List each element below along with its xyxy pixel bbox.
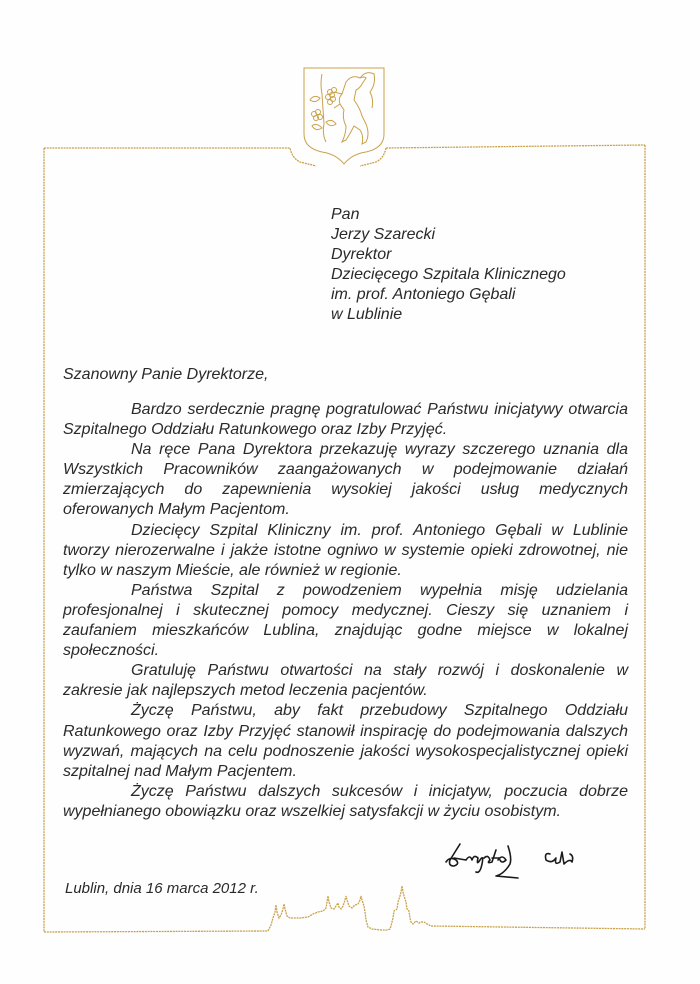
skyline-outline — [268, 886, 431, 931]
body-paragraph: Bardzo serdecznie pragnę pogratulować Państwu inicjatywy otwarcia Szpitalnego Oddziału Ratunkowego oraz Izby Przyjęć. — [63, 401, 628, 439]
recipient-address — [331, 205, 566, 325]
frame-bottom-right — [431, 926, 645, 929]
recipient-line: w Lublinie — [331, 306, 403, 323]
recipient-line: Dyrektor — [331, 246, 392, 263]
recipient-line: Jerzy Szarecki — [331, 226, 436, 243]
recipient-line: im. prof. Antoniego Gębali — [331, 286, 516, 303]
frame-top-left — [44, 148, 316, 166]
coat-of-arms-icon — [300, 64, 388, 168]
body-paragraph: Życzę Państwu, aby fakt przebudowy Szpitalnego Oddziału Ratunkowego oraz Izby Przyjęć stanowił inspirację do podejmowania dalszych wyzwań, mających na celu podnoszenie jakości wysokospecjalistycznej opieki szpitalnej nad Małym Pacjentem. — [63, 702, 628, 780]
body-paragraph: Życzę Państwu dalszych sukcesów i inicjatyw, poczucia dobrze wypełnianego obowiązku oraz wszelkiej satysfakcji w życiu osobistym. — [63, 782, 628, 820]
recipient-line: Pan — [331, 206, 360, 223]
handwritten-signature-icon — [440, 834, 580, 884]
recipient-line: Dziecięcego Szpitala Klinicznego — [331, 266, 566, 283]
body-paragraph: Na ręce Pana Dyrektora przekazuję wyrazy szczerego uznania dla Wszystkich Pracowników zaangażowanych w podejmowanie działań zmierzających do zapewnienia wysokiej jakości usług medycznych oferowanych Małym Pacjentom. — [63, 441, 628, 519]
letter-body — [63, 400, 628, 822]
body-paragraph: Gratuluję Państwu otwartości na stały rozwój i doskonalenie w zakresie jak najlepszych metod leczenia pacjentów. — [63, 662, 628, 700]
frame-top-right — [360, 145, 645, 166]
body-paragraph: Państwa Szpital z powodzeniem wypełnia misję udzielania profesjonalnej i skutecznej pomocy medycznej. Cieszy się uznaniem i zaufaniem mieszkańców Lublina, znajdując godne miejsce w lokalnej społeczności. — [63, 581, 628, 660]
body-paragraph: Dziecięcy Szpital Kliniczny im. prof. Antoniego Gębali w Lublinie tworzy nierozerwalne i jakże istotne ogniwo w systemie opieki zdrowotnej, nie tylko w naszym Mieście, ale również w regionie. — [63, 521, 628, 579]
place-and-date: Lublin, dnia 16 marca 2012 r. — [65, 880, 259, 897]
salutation: Szanowny Panie Dyrektorze, — [63, 366, 269, 383]
frame-bottom-left — [44, 931, 268, 932]
